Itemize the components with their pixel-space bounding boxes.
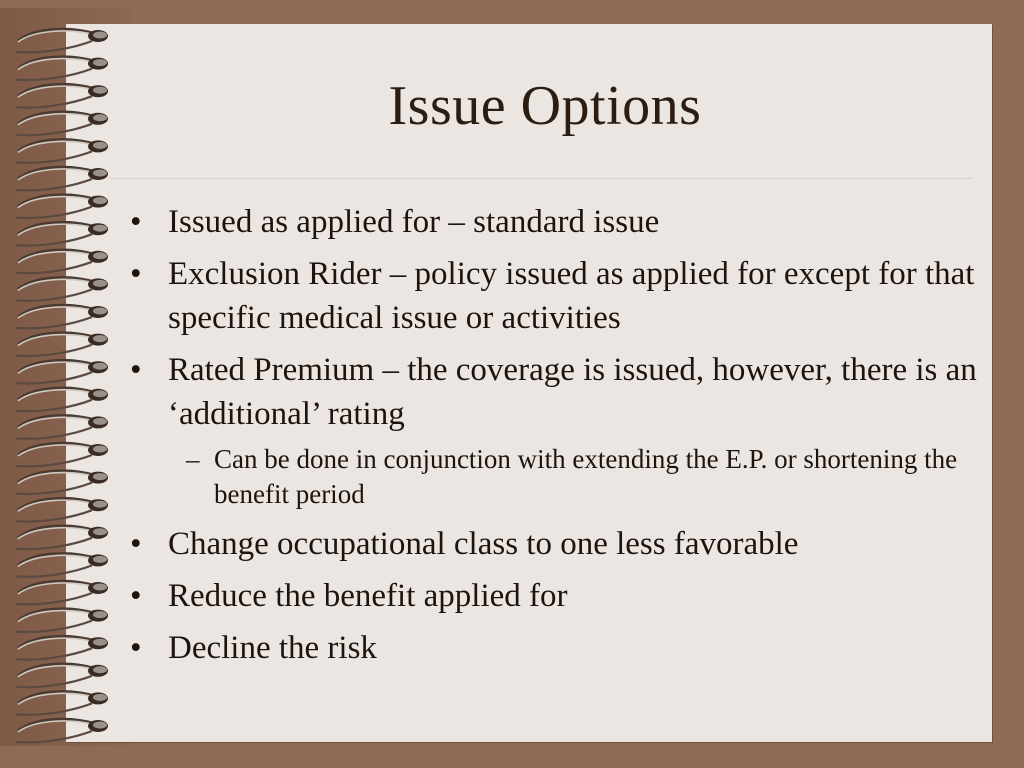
spiral-ring-icon	[16, 471, 108, 494]
spiral-ring-icon	[16, 305, 108, 328]
sub-bullet-text: Can be done in conjunction with extending the E.P. or shortening the benefit period	[214, 444, 958, 509]
bullet-marker: •	[130, 204, 142, 240]
bullet-text: Change occupational class to one less favorable	[168, 526, 799, 562]
bullet-text: Exclusion Rider – policy issued as applied for except for that specific medical issue or activities	[168, 256, 975, 336]
spiral-ring-icon	[16, 360, 108, 383]
slide-title: Issue Options	[388, 75, 702, 137]
spiral-ring-icon	[16, 526, 108, 549]
spiral-ring-icon	[16, 250, 108, 273]
bullet-marker: •	[130, 630, 142, 666]
bullet-item	[128, 626, 978, 670]
spiral-ring-icon	[16, 222, 108, 245]
bullet-marker: •	[130, 256, 142, 292]
bullet-item	[128, 252, 978, 340]
bullet-item	[128, 348, 978, 512]
bullet-item	[128, 522, 978, 566]
spiral-ring-icon	[16, 636, 108, 659]
spiral-ring-icon	[16, 29, 108, 52]
bullet-text: Reduce the benefit applied for	[168, 578, 568, 614]
bullet-text: Rated Premium – the coverage is issued, however, there is an ‘additional’ rating	[168, 352, 977, 432]
spiral-ring-icon	[16, 554, 108, 577]
bullet-marker: •	[130, 578, 142, 614]
bullet-marker: •	[130, 526, 142, 562]
spiral-ring-icon	[16, 609, 108, 632]
title-divider	[110, 178, 972, 179]
spiral-ring-icon	[16, 388, 108, 411]
spiral-ring-icon	[16, 664, 108, 687]
spiral-ring-icon	[16, 692, 108, 715]
sub-bullet-marker: –	[186, 444, 200, 474]
bullet-text: Decline the risk	[168, 630, 377, 666]
bullet-marker: •	[130, 352, 142, 388]
bullet-item	[128, 574, 978, 618]
sub-bullet-item	[168, 442, 978, 512]
spiral-ring-icon	[16, 278, 108, 301]
sub-bullet-list	[168, 442, 978, 512]
spiral-ring-icon	[16, 581, 108, 604]
spiral-ring-icon	[16, 333, 108, 356]
spiral-ring-icon	[16, 140, 108, 163]
spiral-ring-icon	[16, 719, 108, 742]
spiral-ring-icon	[16, 167, 108, 190]
spiral-ring-icon	[16, 443, 108, 466]
bullet-item	[128, 200, 978, 244]
spiral-ring-icon	[16, 195, 108, 218]
spiral-ring-icon	[16, 498, 108, 521]
slide-content	[128, 200, 978, 678]
spiral-ring-icon	[16, 416, 108, 439]
bullet-list	[128, 200, 978, 670]
bullet-text: Issued as applied for – standard issue	[168, 204, 660, 240]
